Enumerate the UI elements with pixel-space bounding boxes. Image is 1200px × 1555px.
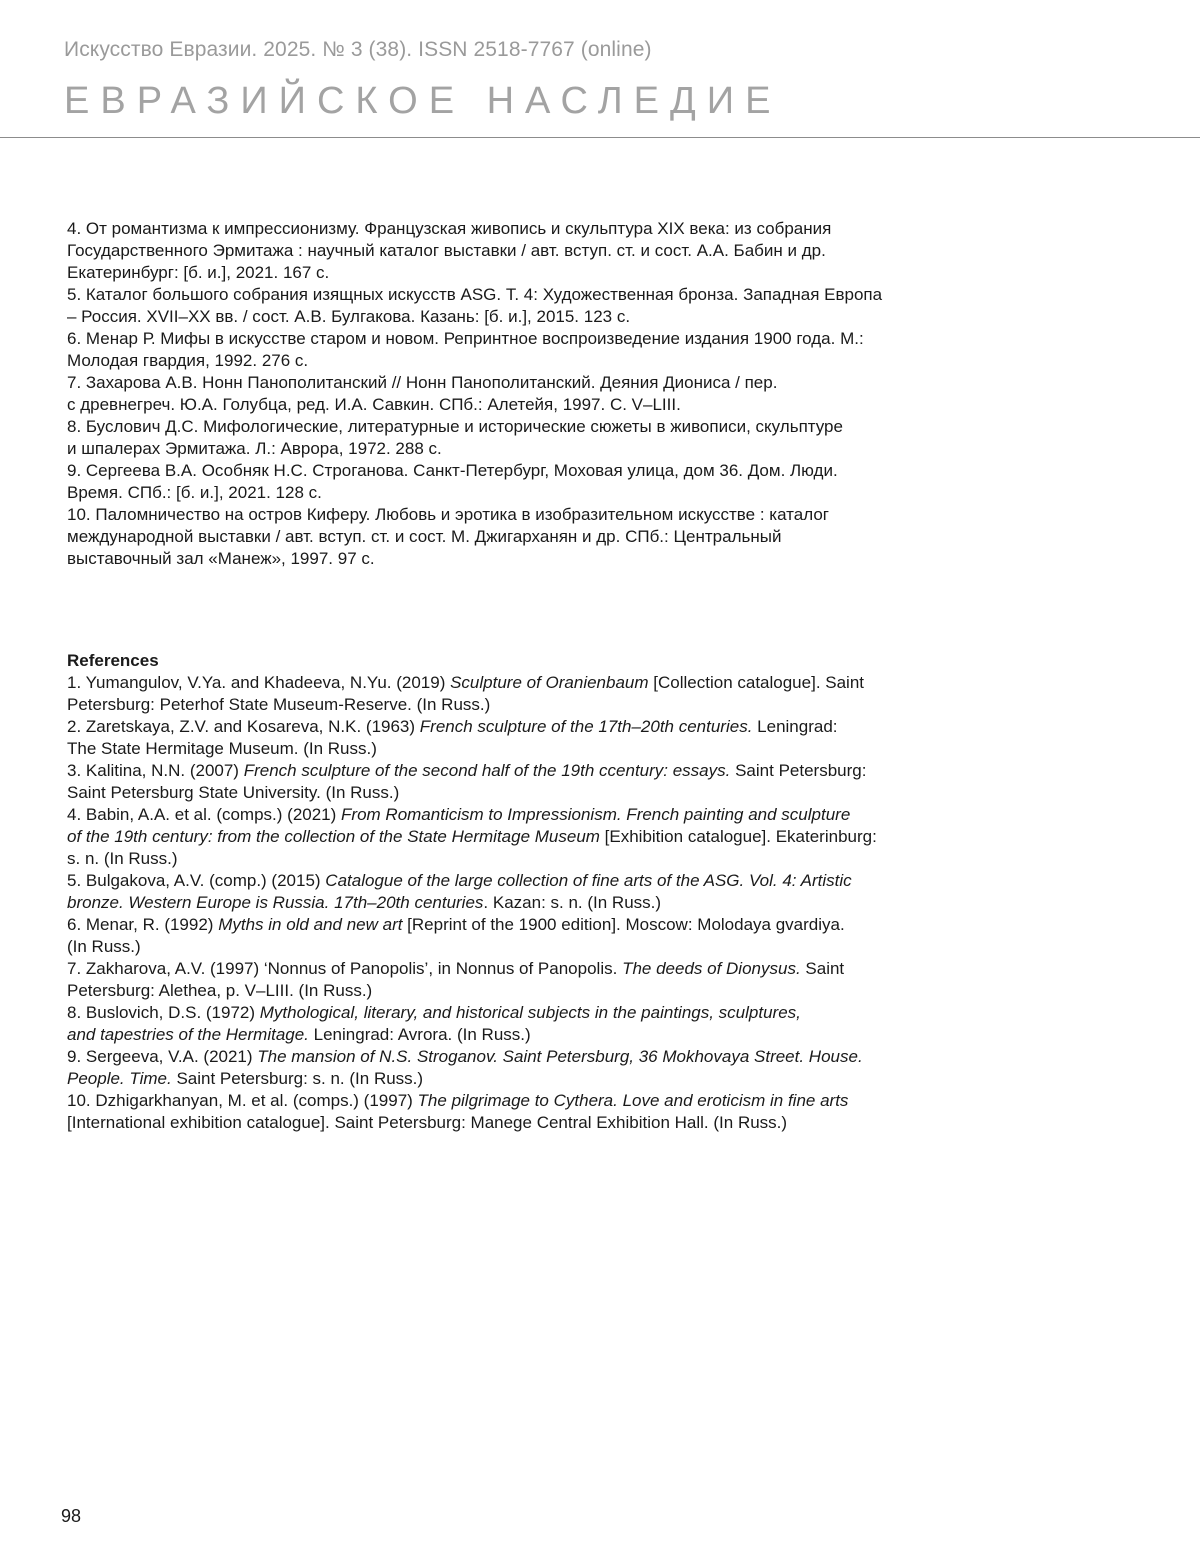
- journal-header-line: Искусство Евразии. 2025. № 3 (38). ISSN 2518-7767 (online): [64, 38, 652, 61]
- reference-item: 10. Dzhigarkhanyan, M. et al. (comps.) (1997) The pilgrimage to Cythera. Love and eroticism in fine arts [International exhibition catalogue]. Saint Petersburg: Manege Central Exhibition Hall. (In Russ.): [67, 1091, 849, 1132]
- reference-item: 9. Сергеева В.А. Особняк Н.С. Строганова. Санкт-Петербург, Моховая улица, дом 36. Дом. Люди. Время. СПб.: [б. и.], 2021. 128 с.: [67, 461, 838, 502]
- reference-item: 8. Buslovich, D.S. (1972) Mythological, literary, and historical subjects in the paintings, sculptures, and tapestries of the Hermitage. Leningrad: Avrora. (In Russ.): [67, 1003, 801, 1044]
- reference-item: 6. Менар Р. Мифы в искусстве старом и новом. Репринтное воспроизведение издания 1900 года. М.: Молодая гвардия, 1992. 276 с.: [67, 329, 864, 370]
- reference-item: 1. Yumangulov, V.Ya. and Khadeeva, N.Yu. (2019) Sculpture of Oranienbaum [Collection catalogue]. Saint Petersburg: Peterhof State Museum-Reserve. (In Russ.): [67, 673, 865, 714]
- header-divider: [0, 137, 1200, 138]
- reference-item: 4. От романтизма к импрессионизму. Французская живопись и скульптура XIX века: из собрания Государственного Эрмитажа : научный каталог выставки / авт. вступ. ст. и сост. А.А. Бабин и др. Екатеринбург: [б. и.], 2021. 167 с.: [67, 219, 832, 282]
- reference-item: 2. Zaretskaya, Z.V. and Kosareva, N.K. (1963) French sculpture of the 17th–20th centuries. Leningrad: The State Hermitage Museum. (In Russ.): [67, 717, 838, 758]
- page-number: 98: [61, 1506, 82, 1526]
- reference-item: 7. Zakharova, A.V. (1997) ‘Nonnus of Panopolis’, in Nonnus of Panopolis. The deeds of Dionysus. Saint Petersburg: Alethea, p. V–LIII. (In Russ.): [67, 959, 845, 1000]
- reference-item: 5. Каталог большого собрания изящных искусств ASG. Т. 4: Художественная бронза. Западная Европа – Россия. XVII–XX вв. / сост. А.В. Булгакова. Казань: [б. и.], 2015. 123 с.: [67, 285, 883, 326]
- reference-item: 4. Babin, A.A. et al. (comps.) (2021) From Romanticism to Impressionism. French painting and sculpture of the 19th century: from the collection of the State Hermitage Museum [Exhibition catalogue]. Ekaterinburg: s. n. (In Russ.): [67, 805, 877, 868]
- reference-item: 6. Menar, R. (1992) Myths in old and new art [Reprint of the 1900 edition]. Moscow: Molodaya gvardiya. (In Russ.): [67, 915, 845, 956]
- english-reference-list: [67, 650, 967, 1134]
- reference-item: 10. Паломничество на остров Киферу. Любовь и эротика в изобразительном искусстве : каталог международной выставки / авт. вступ. ст. и сост. М. Джигарханян и др. СПб.: Центральный выставочный зал «Манеж», 1997. 97 с.: [67, 505, 829, 568]
- references-heading: References: [67, 651, 159, 670]
- reference-item: 3. Kalitina, N.N. (2007) French sculpture of the second half of the 19th ccentury: essays. Saint Petersburg: Saint Petersburg State University. (In Russ.): [67, 761, 867, 802]
- reference-item: 8. Буслович Д.С. Мифологические, литературные и исторические сюжеты в живописи, скульптуре и шпалерах Эрмитажа. Л.: Аврора, 1972. 288 с.: [67, 417, 843, 458]
- reference-item: 7. Захарова А.В. Нонн Панополитанский // Нонн Панополитанский. Деяния Диониса / пер. с древнегреч. Ю.А. Голубца, ред. И.А. Савкин. СПб.: Алетейя, 1997. С. V–LIII.: [67, 373, 778, 414]
- section-title: ЕВРАЗИЙСКОЕ НАСЛЕДИЕ: [64, 80, 782, 122]
- reference-item: 5. Bulgakova, A.V. (comp.) (2015) Catalogue of the large collection of fine arts of the ASG. Vol. 4: Artistic bronze. Western Europe is Russia. 17th–20th centuries. Kazan: s. n. (In Russ.): [67, 871, 852, 912]
- russian-reference-list: [67, 218, 967, 570]
- reference-item: 9. Sergeeva, V.A. (2021) The mansion of N.S. Stroganov. Saint Petersburg, 36 Mokhovaya Street. House. People. Time. Saint Petersburg: s. n. (In Russ.): [67, 1047, 863, 1088]
